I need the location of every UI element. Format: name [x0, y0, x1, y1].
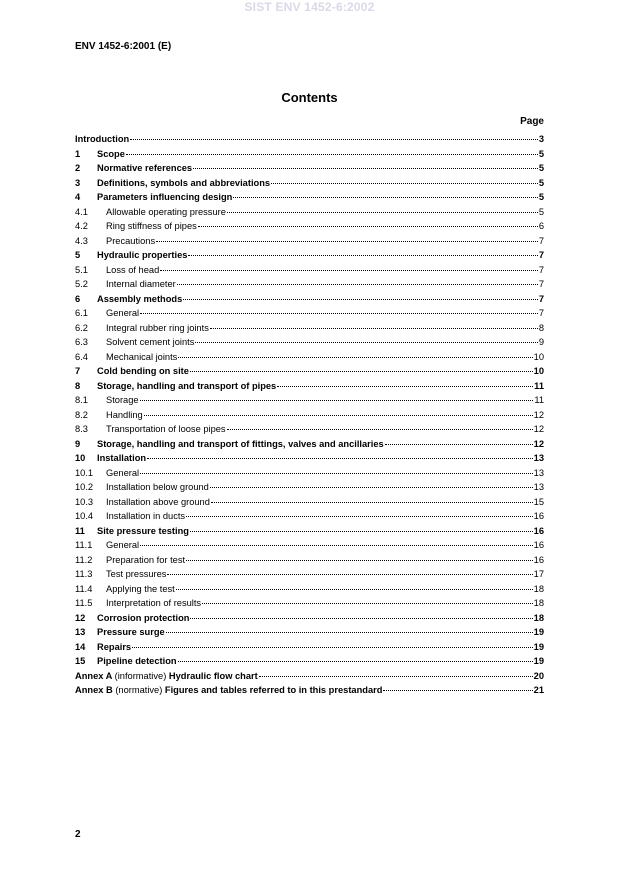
- toc-entry-page: 7: [538, 279, 544, 289]
- toc-entry-number: 4.2: [75, 221, 88, 231]
- dot-leader: [210, 487, 533, 488]
- toc-entry[interactable]: [75, 379, 544, 394]
- toc-entry-page: 5: [538, 192, 544, 202]
- dot-leader: [156, 241, 538, 242]
- toc-entry-number: 9: [75, 438, 81, 449]
- toc-entry-title: Parameters influencing design: [97, 192, 233, 202]
- toc-entry-title: Allowable operating pressure: [106, 206, 226, 217]
- toc-entry-title: Installation below ground: [106, 482, 209, 492]
- toc-entry-title: Test pressures: [106, 569, 167, 579]
- dot-leader: [271, 183, 538, 184]
- annex-type: (normative): [115, 685, 163, 695]
- toc-entry-title: Definitions, symbols and abbreviations: [97, 177, 271, 188]
- toc-entry[interactable]: [75, 132, 544, 147]
- toc-entry-number: 5: [75, 250, 81, 260]
- toc-entry-page: 19: [533, 641, 544, 652]
- toc-entry[interactable]: [75, 205, 544, 220]
- dot-leader: [167, 574, 532, 575]
- toc-entry-title: Pressure surge: [97, 627, 165, 637]
- toc-entry[interactable]: [75, 596, 544, 611]
- toc-entry-title: Internal diameter: [106, 279, 176, 289]
- toc-entry-number: 10: [75, 453, 86, 463]
- toc-entry-number: 8.1: [75, 395, 88, 405]
- toc-entry[interactable]: [75, 524, 544, 539]
- toc-entry[interactable]: [75, 509, 544, 524]
- toc-entry[interactable]: [75, 190, 544, 205]
- page-column-label: Page: [520, 116, 544, 127]
- toc-entry[interactable]: [75, 292, 544, 307]
- toc-entry[interactable]: [75, 321, 544, 336]
- toc-entry-page: 7: [538, 250, 544, 260]
- toc-entry-page: 18: [533, 612, 544, 623]
- toc-entry[interactable]: [75, 422, 544, 437]
- toc-entry-number: 4.3: [75, 235, 88, 246]
- toc-entry-number: 11.3: [75, 569, 93, 579]
- toc-entry-title: Interpretation of results: [106, 598, 202, 608]
- toc-entry-title: Site pressure testing: [97, 525, 189, 536]
- toc-entry-number: 10.1: [75, 467, 94, 478]
- toc-entry-page: 8: [538, 322, 544, 333]
- toc-entry-page: 18: [533, 583, 544, 594]
- toc-entry-number: 6: [75, 293, 81, 304]
- toc-entry-page: 16: [533, 554, 544, 565]
- toc-entry-title: Storage: [106, 395, 139, 405]
- toc-entry-page: 3: [538, 134, 544, 144]
- dot-leader: [178, 357, 532, 358]
- toc-entry[interactable]: [75, 480, 544, 495]
- toc-entry-page: 5: [538, 148, 544, 159]
- toc-entry-number: 8.2: [75, 409, 88, 420]
- toc-entry-page: 11: [534, 380, 544, 391]
- toc-entry[interactable]: [75, 306, 544, 321]
- toc-entry-title: Applying the test: [106, 583, 175, 594]
- toc-entry[interactable]: [75, 538, 544, 553]
- dot-leader: [140, 545, 533, 546]
- dot-leader: [126, 154, 538, 155]
- toc-entry[interactable]: [75, 161, 544, 176]
- dot-leader: [166, 632, 533, 633]
- toc-entry-page: 10: [533, 366, 544, 376]
- toc-entry-number: 11.1: [75, 540, 93, 550]
- toc-entry-page: 12: [533, 438, 544, 449]
- toc-entry[interactable]: [75, 147, 544, 162]
- dot-leader: [211, 502, 533, 503]
- dot-leader: [186, 560, 533, 561]
- toc-entry-number: 8: [75, 380, 81, 391]
- toc-entry-page: 17: [533, 569, 544, 579]
- toc-entry-title: Storage, handling and transport of fittings, valves and ancillaries: [97, 438, 384, 449]
- toc-entry[interactable]: [75, 611, 544, 626]
- toc-entry-number: 11.5: [75, 598, 93, 608]
- toc-entry[interactable]: [75, 350, 544, 365]
- toc-entry-number: 2: [75, 163, 81, 173]
- toc-entry-page: 16: [533, 525, 544, 536]
- toc-entry[interactable]: [75, 248, 544, 263]
- dot-leader: [385, 444, 533, 445]
- toc-entry-number: 6.2: [75, 322, 88, 333]
- toc-entry-title: Scope: [97, 148, 125, 159]
- toc-entry-page: 5: [538, 206, 544, 217]
- toc-entry[interactable]: [75, 495, 544, 510]
- watermark: SIST ENV 1452-6:2002: [244, 0, 375, 14]
- toc-entry[interactable]: [75, 553, 544, 568]
- toc-entry-number: 11.2: [75, 554, 93, 565]
- toc-entry[interactable]: [75, 582, 544, 597]
- toc-entry[interactable]: [75, 176, 544, 191]
- toc-entry-number: 14: [75, 641, 86, 652]
- toc-entry-number: 6.3: [75, 337, 88, 347]
- toc-entry[interactable]: [75, 408, 544, 423]
- dot-leader: [198, 226, 538, 227]
- dot-leader: [140, 473, 533, 474]
- toc-entry[interactable]: [75, 219, 544, 234]
- dot-leader: [259, 676, 533, 677]
- toc-entry-number: 12: [75, 612, 86, 623]
- toc-entry-title: Transportation of loose pipes: [106, 424, 226, 434]
- toc-entry[interactable]: [75, 669, 544, 684]
- toc-entry[interactable]: [75, 567, 544, 582]
- toc-entry-title: Preparation for test: [106, 554, 186, 565]
- toc-entry-page: 11: [534, 395, 544, 405]
- toc-entry-title: Introduction: [75, 134, 130, 144]
- toc-entry[interactable]: [75, 277, 544, 292]
- toc-entry-title: Pipeline detection: [97, 656, 177, 666]
- toc-entry-title: Storage, handling and transport of pipes: [97, 380, 277, 391]
- toc-entry-page: 5: [538, 163, 544, 173]
- annex-type: (informative): [114, 670, 167, 681]
- toc-entry-title: General: [106, 540, 140, 550]
- toc-entry-number: 10.2: [75, 482, 94, 492]
- toc-entry[interactable]: [75, 393, 544, 408]
- toc-entry[interactable]: [75, 466, 544, 481]
- dot-leader: [190, 618, 532, 619]
- toc-entry-number: 11: [75, 525, 85, 536]
- toc-entry-number: 13: [75, 627, 86, 637]
- toc-entry-page: 13: [533, 453, 544, 463]
- toc-entry-number: 4.1: [75, 206, 88, 217]
- toc-entry-page: 7: [538, 308, 544, 318]
- dot-leader: [132, 647, 533, 648]
- annex-title: Figures and tables referred to in this prestandard: [164, 685, 383, 695]
- dot-leader: [183, 299, 538, 300]
- dot-leader: [130, 139, 538, 140]
- toc-entry-page: 7: [538, 235, 544, 246]
- toc-entry[interactable]: [75, 625, 544, 640]
- toc-entry-title: Cold bending on site: [97, 366, 189, 376]
- toc-entry-number: 7: [75, 366, 81, 376]
- toc-entry-title: Ring stiffness of pipes: [106, 221, 197, 231]
- toc-entry-number: 15: [75, 656, 86, 666]
- toc-entry-number: 6.1: [75, 308, 88, 318]
- toc-entry-number: 10.4: [75, 511, 94, 521]
- toc-entry-title: Normative references: [97, 163, 193, 173]
- toc-entry-number: 5.1: [75, 264, 88, 275]
- toc-entry-title: Installation: [97, 453, 147, 463]
- dot-leader: [160, 270, 538, 271]
- toc-entry-title: [75, 683, 382, 698]
- toc-entry[interactable]: [75, 234, 544, 249]
- toc-entry-page: 21: [533, 685, 544, 695]
- dot-leader: [227, 212, 538, 213]
- dot-leader: [147, 458, 533, 459]
- toc-entry[interactable]: [75, 437, 544, 452]
- document-id: ENV 1452-6:2001 (E): [75, 41, 172, 52]
- toc-entry-page: 19: [533, 627, 544, 637]
- toc-entry-title: Mechanical joints: [106, 351, 178, 362]
- toc-entry-title: General: [106, 308, 140, 318]
- dot-leader: [177, 284, 538, 285]
- dot-leader: [227, 429, 533, 430]
- toc-entry-page: 7: [538, 293, 544, 304]
- toc-entry-page: 5: [538, 177, 544, 188]
- dot-leader: [190, 371, 533, 372]
- dot-leader: [202, 603, 533, 604]
- toc-entry-title: Loss of head: [106, 264, 160, 275]
- dot-leader: [190, 531, 533, 532]
- dot-leader: [383, 690, 532, 691]
- toc-entry-number: 4: [75, 192, 81, 202]
- dot-leader: [233, 197, 537, 198]
- toc-entry-page: 12: [533, 424, 544, 434]
- toc-entry-number: 8.3: [75, 424, 88, 434]
- toc-entry-page: 13: [533, 482, 544, 492]
- dot-leader: [140, 313, 538, 314]
- toc-entry-title: Repairs: [97, 641, 132, 652]
- dot-leader: [193, 168, 538, 169]
- toc-entry[interactable]: [75, 263, 544, 278]
- toc-entry-number: 6.4: [75, 351, 88, 362]
- toc-entry-number: 10.3: [75, 496, 94, 507]
- toc-entry-title: Solvent cement joints: [106, 337, 195, 347]
- dot-leader: [186, 516, 533, 517]
- toc-entry[interactable]: [75, 640, 544, 655]
- toc-entry-number: 11.4: [75, 583, 93, 594]
- dot-leader: [176, 589, 533, 590]
- annex-label: Annex A: [75, 670, 113, 681]
- toc-entry-number: 1: [75, 148, 81, 159]
- toc-entry-title: Handling: [106, 409, 143, 420]
- dot-leader: [277, 386, 533, 387]
- toc-entry-number: 3: [75, 177, 81, 188]
- toc-entry-page: 12: [533, 409, 544, 420]
- toc-entry-title: Integral rubber ring joints: [106, 322, 209, 333]
- toc-entry-page: 20: [533, 670, 544, 681]
- dot-leader: [210, 328, 538, 329]
- toc-entry-title: Installation above ground: [106, 496, 210, 507]
- toc-title: Contents: [281, 90, 338, 105]
- dot-leader: [178, 661, 533, 662]
- toc-entry-title: Hydraulic properties: [97, 250, 188, 260]
- page-number: 2: [75, 829, 81, 840]
- toc-entry-page: 18: [533, 598, 544, 608]
- toc-entry-page: 15: [533, 496, 544, 507]
- toc-entry-page: 16: [533, 511, 544, 521]
- toc-entry[interactable]: [75, 654, 544, 669]
- toc-entry-title: General: [106, 467, 140, 478]
- toc-entry-page: 19: [533, 656, 544, 666]
- toc-entry[interactable]: [75, 451, 544, 466]
- toc-entry[interactable]: [75, 683, 544, 698]
- annex-label: Annex B: [75, 685, 113, 695]
- toc-entry-page: 7: [538, 264, 544, 275]
- toc-entry-page: 16: [533, 540, 544, 550]
- toc-entry[interactable]: [75, 335, 544, 350]
- toc-entry-page: 13: [533, 467, 544, 478]
- toc-entry-title: Installation in ducts: [106, 511, 186, 521]
- toc-entry-title: Assembly methods: [97, 293, 183, 304]
- toc-entry-number: 5.2: [75, 279, 88, 289]
- toc-entry-page: 6: [538, 221, 544, 231]
- dot-leader: [188, 255, 537, 256]
- dot-leader: [195, 342, 537, 343]
- toc-entry[interactable]: [75, 364, 544, 379]
- table-of-contents: [75, 132, 544, 698]
- toc-entry-title: [75, 669, 258, 684]
- annex-title: Hydraulic flow chart: [168, 670, 258, 681]
- toc-entry-title: Corrosion protection: [97, 612, 190, 623]
- dot-leader: [144, 415, 533, 416]
- toc-entry-page: 10: [533, 351, 544, 362]
- dot-leader: [140, 400, 534, 401]
- toc-entry-title: Precautions: [106, 235, 156, 246]
- toc-entry-page: 9: [538, 337, 544, 347]
